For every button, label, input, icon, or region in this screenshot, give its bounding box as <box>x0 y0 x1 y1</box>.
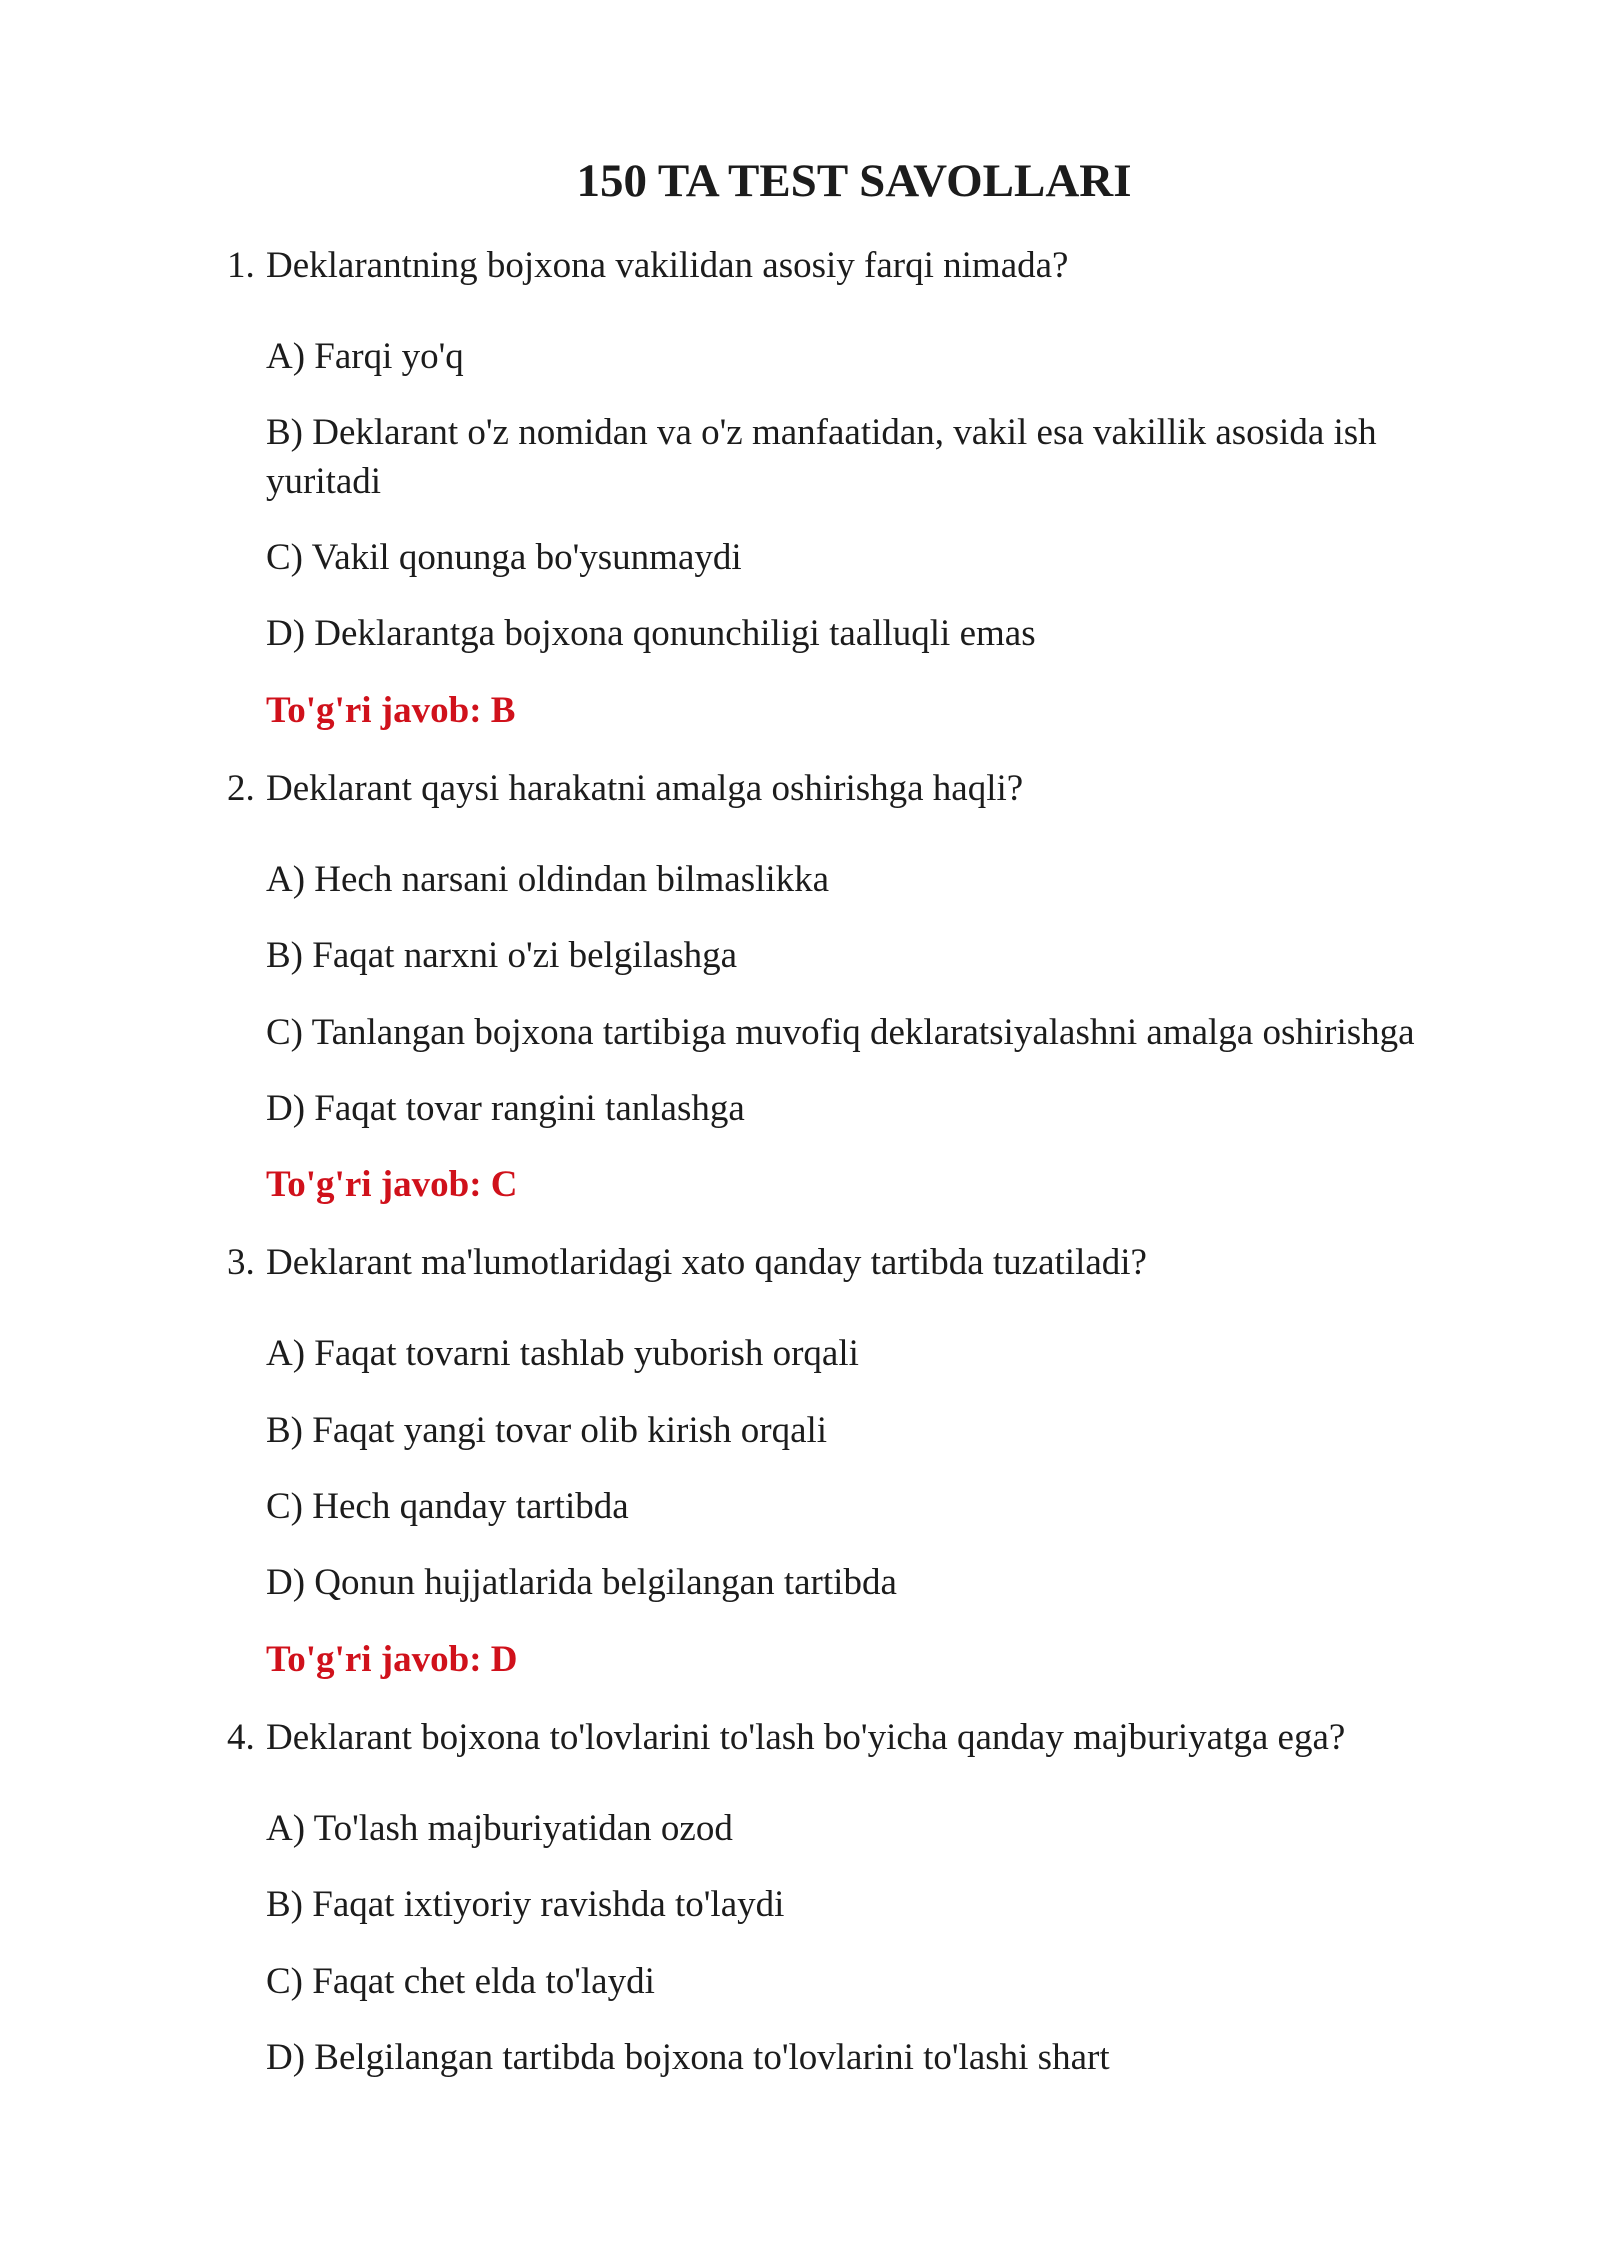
correct-answer: To'g'ri javob: B <box>266 689 516 731</box>
option-d: D) Faqat tovar rangini tanlashga <box>266 1087 745 1129</box>
question-number: 4. <box>227 1716 255 1758</box>
question-number: 3. <box>227 1242 255 1284</box>
option-d: D) Qonun hujjatlarida belgilangan tartibda <box>266 1562 897 1604</box>
question-stem <box>227 241 1481 290</box>
options-list <box>266 855 1481 1133</box>
options-list <box>266 1804 1481 2082</box>
question-text: Deklarant bojxona to'lovlarini to'lash bo'yicha qanday majburiyatga ega? <box>266 1716 1346 1758</box>
option-a: A) Hech narsani oldindan bilmaslikka <box>266 858 830 900</box>
correct-answer: To'g'ri javob: C <box>266 1164 518 1206</box>
options-list <box>266 1329 1481 1607</box>
question-3 <box>227 1238 1481 1683</box>
question-stem <box>227 1238 1481 1287</box>
option-b: B) Faqat narxni o'zi belgilashga <box>266 935 738 977</box>
correct-answer: To'g'ri javob: D <box>266 1638 518 1680</box>
question-stem <box>227 1713 1481 1762</box>
question-text: Deklarant qaysi harakatni amalga oshirishga haqli? <box>266 767 1024 809</box>
option-d: D) Deklarantga bojxona qonunchiligi taalluqli emas <box>266 613 1036 655</box>
question-1 <box>227 241 1481 735</box>
question-text: Deklarant ma'lumotlaridagi xato qanday tartibda tuzatiladi? <box>266 1242 1147 1284</box>
option-a: A) Farqi yo'q <box>266 335 464 377</box>
question-text: Deklarantning bojxona vakilidan asosiy farqi nimada? <box>266 244 1069 286</box>
option-b: B) Faqat yangi tovar olib kirish orqali <box>266 1409 828 1451</box>
option-c: C) Vakil qonunga bo'ysunmaydi <box>266 537 742 579</box>
option-d: D) Belgilangan tartibda bojxona to'lovlarini to'lashi shart <box>266 2036 1110 2078</box>
option-a: A) To'lash majburiyatidan ozod <box>266 1807 733 1849</box>
option-c: C) Tanlangan bojxona tartibiga muvofiq deklaratsiyalashni amalga oshirishga <box>266 1011 1415 1053</box>
document-content <box>227 0 1481 2082</box>
question-4 <box>227 1713 1481 2082</box>
question-number: 1. <box>227 244 255 286</box>
option-b: B) Faqat ixtiyoriy ravishda to'laydi <box>266 1884 785 1926</box>
option-b: B) Deklarant o'z nomidan va o'z manfaatidan, vakil esa vakillik asosida ish yuritadi <box>266 411 1377 502</box>
page-title: 150 TA TEST SAVOLLARI <box>576 155 1132 207</box>
option-a: A) Faqat tovarni tashlab yuborish orqali <box>266 1333 859 1375</box>
options-list <box>266 332 1481 659</box>
question-number: 2. <box>227 767 255 809</box>
option-c: C) Hech qanday tartibda <box>266 1486 629 1528</box>
question-2 <box>227 764 1481 1209</box>
question-stem <box>227 764 1481 813</box>
option-c: C) Faqat chet elda to'laydi <box>266 1960 655 2002</box>
